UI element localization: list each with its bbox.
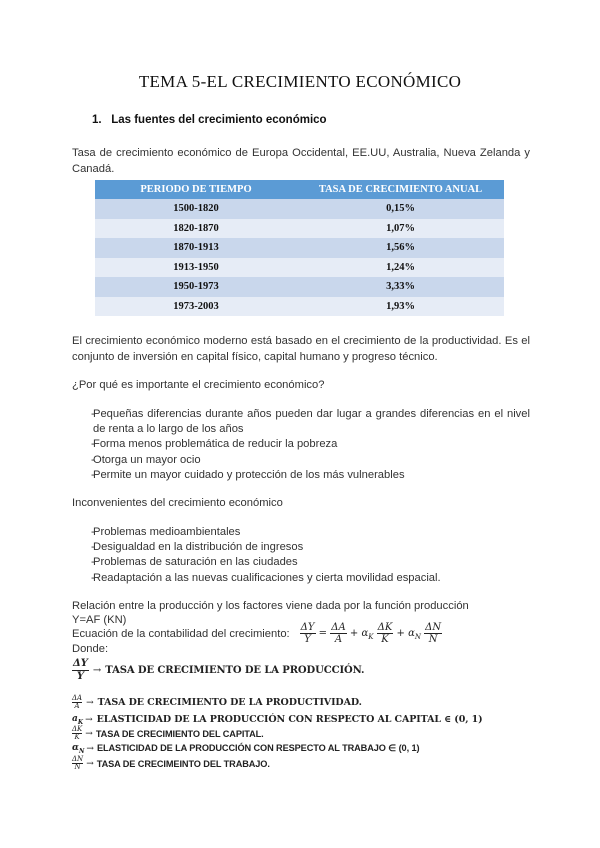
table-cell: 1,24% xyxy=(297,258,504,278)
def-production xyxy=(72,658,364,683)
list-item-text: - Desigualdad en la distribución de ingresos xyxy=(93,541,304,554)
list-item xyxy=(72,437,530,452)
arrow-icon: → xyxy=(92,665,102,676)
section-heading xyxy=(92,114,327,126)
page-title: TEMA 5-EL CRECIMIENTO ECONÓMICO xyxy=(138,72,462,91)
alpha-n-symbol: $\alpha_N$ xyxy=(72,743,85,755)
arrow-icon: → xyxy=(86,697,94,708)
table-row xyxy=(95,238,504,258)
list-item xyxy=(72,571,530,586)
table-cell: 1,56% xyxy=(297,238,504,258)
table-row xyxy=(95,219,504,239)
list-item-text: - Problemas de saturación en las ciudades xyxy=(93,556,298,569)
table-cell: 1,07% xyxy=(297,219,504,239)
drawbacks-list xyxy=(72,525,530,586)
list-item xyxy=(72,525,530,540)
list-item-text: - Pequeñas diferencias durante años pueden dar lugar a grandes diferencias en el nivel de renta a lo largo de los años xyxy=(93,408,530,436)
drawbacks-title: Inconvenientes del crecimiento económico xyxy=(72,497,283,509)
list-item xyxy=(72,555,530,570)
table-row xyxy=(95,297,504,317)
growth-table xyxy=(95,180,504,316)
growth-accounting-equation: $\frac{\Delta Y}{Y}$ = $\frac{\Delta A}{A}$ + $\alpha_K$ $\frac{\Delta K}{K}$ + $\alpha_N$ $\frac{\Delta N}{N}$ xyxy=(300,622,442,645)
where-label: Donde: xyxy=(72,643,109,655)
table-header-row xyxy=(95,180,504,199)
list-item-text: - Otorga un mayor ocio xyxy=(93,453,201,466)
arrow-icon: → xyxy=(86,758,94,769)
production-function: Y=AF (KN) xyxy=(72,614,127,626)
list-item xyxy=(72,453,530,468)
def-productivity xyxy=(72,695,362,710)
table-cell: 1973-2003 xyxy=(95,297,297,317)
modern-growth-paragraph: El crecimiento económico moderno está basado en el crecimiento de la productividad. Es el conjunto de inversión en capital físico, capital humano y progreso técnico. xyxy=(72,335,530,363)
table-cell: 3,33% xyxy=(297,277,504,297)
table-cell: 1870-1913 xyxy=(95,238,297,258)
delta-a-symbol: ΔA A xyxy=(72,694,83,710)
table-cell: 0,15% xyxy=(297,199,504,219)
table-cell: 1950-1973 xyxy=(95,277,297,297)
alpha-k-symbol: $a_K$ xyxy=(72,714,84,726)
def-capital xyxy=(72,726,264,741)
arrow-icon: → xyxy=(86,743,94,754)
equation-label: Ecuación de la contabilidad del crecimiento: xyxy=(72,627,290,640)
table-row xyxy=(95,199,504,219)
table-cell: 1913-1950 xyxy=(95,258,297,278)
def-text: TASA DE CRECIMIENTO DE LA PRODUCCIÓN. xyxy=(105,665,365,676)
relation-text: Relación entre la producción y los factores viene dada por la función producción xyxy=(72,600,469,612)
list-item-text: - Forma menos problemática de reducir la pobreza xyxy=(93,438,338,451)
def-text: TASA DE CRECIMIENTO DEL CAPITAL. xyxy=(95,728,264,739)
question-text: ¿Por qué es importante el crecimiento económico? xyxy=(72,379,325,391)
section-number: 1. xyxy=(92,114,102,126)
table-cell: 1820-1870 xyxy=(95,219,297,239)
def-elasticity-n xyxy=(72,743,419,755)
delta-k-symbol: ΔK K xyxy=(72,725,83,741)
intro-paragraph: Tasa de crecimiento económico de Europa Occidental, EE.UU, Australia, Nueva Zelanda y Canadá. xyxy=(72,147,530,175)
table-cell: 1500-1820 xyxy=(95,199,297,219)
def-elasticity-k xyxy=(72,714,483,726)
list-item xyxy=(72,407,530,437)
arrow-icon: → xyxy=(85,728,93,739)
arrow-icon: → xyxy=(85,714,93,725)
list-item xyxy=(72,468,530,483)
def-text: TASA DE CRECIMEINTO DEL TRABAJO. xyxy=(96,758,270,769)
table-cell: 1,93% xyxy=(297,297,504,317)
table-row xyxy=(95,277,504,297)
def-text: ELASTICIDAD DE LA PRODUCCIÓN CON RESPECTO AL CAPITAL ∈ (0, 1) xyxy=(96,714,483,726)
def-labor xyxy=(72,756,270,771)
def-text: ELASTICIDAD DE LA PRODUCCIÓN CON RESPECTO AL TRABAJO ∈ (0, 1) xyxy=(96,743,420,754)
list-item-text: - Problemas medioambientales xyxy=(93,526,241,538)
list-item-text: - Permite un mayor cuidado y protección de los más vulnerables xyxy=(93,468,405,481)
list-item xyxy=(72,540,530,555)
importance-list xyxy=(72,407,530,483)
def-text: TASA DE CRECIMIENTO DE LA PRODUCTIVIDAD. xyxy=(97,697,362,708)
delta-n-symbol: ΔN N xyxy=(72,755,84,771)
table-header: PERIODO DE TIEMPO xyxy=(95,180,297,199)
section-label: Las fuentes del crecimiento económico xyxy=(111,114,327,126)
table-row xyxy=(95,258,504,278)
table-header: TASA DE CRECIMIENTO ANUAL xyxy=(297,180,504,199)
list-item-text: - Readaptación a las nuevas cualificaciones y cierta movilidad espacial. xyxy=(93,571,441,584)
delta-y-symbol: $\frac{\Delta Y}{Y}$ xyxy=(73,658,88,682)
